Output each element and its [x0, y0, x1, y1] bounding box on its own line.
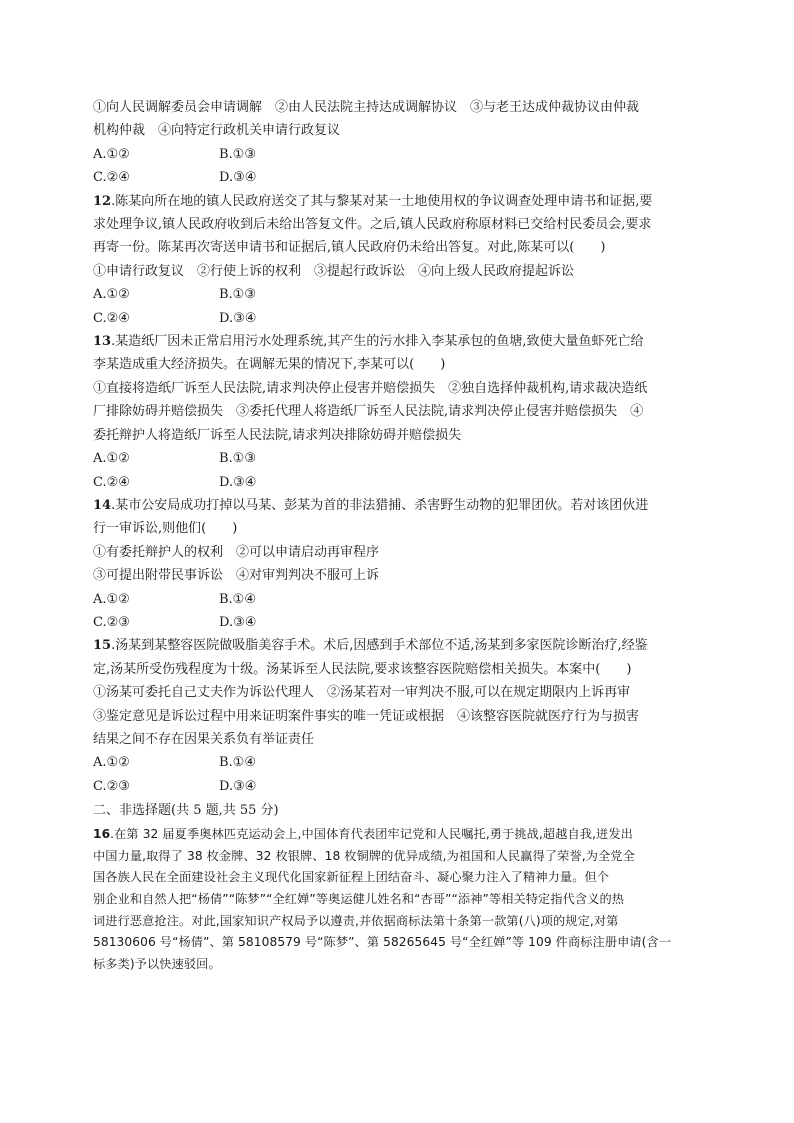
q12-choices-row-2 — [93, 307, 693, 330]
q16-line-5: 词进行恶意抢注。对此,国家知识产权局予以遵责,并依据商标法第十条第一款第(八)项的规定,对第 — [93, 913, 619, 928]
q15-stem-line-1: 15.汤某到某整容医院做吸脂美容手术。术后,因感到手术部位不适,汤某到多家医院诊断治疗,经鉴 — [93, 638, 648, 654]
q15-options-line-1: ①汤某可委托自己丈夫作为诉讼代理人 ②汤某若对一审判决不服,可以在规定期限内上诉再审 — [93, 685, 631, 701]
q11-choice-b: B.①③ — [219, 146, 256, 162]
q12-stem-line-2: 求处理争议,镇人民政府收到后未给出答复文件。之后,镇人民政府称原材料已交给村民委员会,要求 — [93, 217, 652, 233]
q14-choice-b: B.①④ — [219, 591, 256, 607]
q11-options-line-1: ①向人民调解委员会申请调解 ②由人民法院主持达成调解协议 ③与老王达成仲裁协议由仲裁 — [93, 100, 640, 115]
q15-choice-c: C.②③ — [93, 778, 130, 794]
q16-line-7: 标多类)予以快速驳回。 — [93, 956, 221, 971]
q13-choice-a: A.①② — [93, 451, 130, 467]
q11-choice-c: C.②④ — [93, 170, 130, 186]
q12-number: 12 — [93, 193, 112, 209]
q14-choice-a: A.①② — [93, 591, 130, 607]
q15-choice-b: B.①④ — [219, 755, 256, 771]
q13-choices-row-1 — [93, 447, 693, 470]
q11-choice-d: D.③④ — [219, 170, 257, 186]
q15-choices-row-1 — [93, 751, 693, 774]
q16-line-2: 中国力量,取得了 38 枚金牌、32 枚银牌、18 枚铜牌的优异成绩,为祖国和人民赢得了荣誉,为全党全 — [93, 848, 635, 863]
page-content — [93, 96, 693, 975]
q13-options-line-1: ①直接将造纸厂诉至人民法院,请求判决停止侵害并赔偿损失 ②独自选择仲裁机构,请求裁决造纸 — [93, 380, 648, 396]
q15-options-line-3: 结果之间不存在因果关系负有举证责任 — [93, 731, 315, 747]
q13-choice-b: B.①③ — [219, 451, 256, 467]
q14-options-line-1: ①有委托辩护人的权利 ②可以申请启动再审程序 — [93, 544, 380, 560]
q11-choice-a: A.①② — [93, 146, 130, 162]
q14-choice-c: C.②③ — [93, 614, 130, 630]
q12-options-line: ①申请行政复议 ②行使上诉的权利 ③提起行政诉讼 ④向上级人民政府提起诉讼 — [93, 263, 575, 279]
q13-number: 13 — [93, 334, 112, 350]
q11-options-line-2: 机构仲裁 ④向特定行政机关申请行政复议 — [93, 123, 341, 139]
q14-options-line-2: ③可提出附带民事诉讼 ④对审判判决不服可上诉 — [93, 568, 380, 584]
q14-choice-d: D.③④ — [219, 614, 257, 630]
q14-stem-line-1: 14.某市公安局成功打掉以马某、彭某为首的非法猎捕、杀害野生动物的犯罪团伙。若对该团伙进 — [93, 497, 649, 513]
q15-stem-line-2: 定,汤某所受伤残程度为十级。汤某诉至人民法院,要求该整容医院赔偿相关损失。本案中( ) — [93, 661, 632, 677]
q12-choice-b: B.①③ — [219, 287, 256, 303]
q13-stem-line-1: 13.某造纸厂因未正常启用污水处理系统,其产生的污水排入李某承包的鱼塘,致使大量鱼虾死亡给 — [93, 334, 644, 350]
q15-options-line-2: ③鉴定意见是诉讼过程中用来证明案件事实的唯一凭证或根据 ④该整容医院就医疗行为与损害 — [93, 708, 640, 724]
q13-choice-c: C.②④ — [93, 474, 130, 490]
q16-line-1: 16.在第 32 届夏季奥林匹克运动会上,中国体育代表团牢记党和人民嘱托,勇于挑战,超越自我,迸发出 — [93, 827, 633, 842]
q12-choice-c: C.②④ — [93, 310, 130, 326]
q12-choice-d: D.③④ — [219, 310, 257, 326]
q12-choices-row-1 — [93, 283, 693, 306]
q14-choices-row-2 — [93, 611, 693, 634]
q15-choice-d: D.③④ — [219, 778, 257, 794]
q11-choices-row-1 — [93, 143, 693, 166]
q15-choice-a: A.①② — [93, 755, 130, 771]
q12-stem-line-3: 再寄一份。陈某再次寄送申请书和证据后,镇人民政府仍未给出答复。对此,陈某可以( ) — [93, 240, 606, 256]
section-heading: 二、非选择题(共 5 题,共 55 分) — [93, 803, 279, 819]
q16-line-4: 别企业和自然人把“杨倩”“陈梦”“全红婵”等奥运健儿姓名和“杏哥”“添神”等相关特定指代含义的热 — [93, 891, 625, 906]
q11-choices-row-2 — [93, 166, 693, 189]
q14-number: 14 — [93, 497, 112, 513]
q15-number: 15 — [93, 638, 112, 654]
q13-options-line-3: 委托辩护人将造纸厂诉至人民法院,请求判决排除妨碍并赔偿损失 — [93, 427, 462, 443]
q16-block — [93, 824, 693, 975]
q13-options-line-2: 厂排除妨碍并赔偿损失 ③委托代理人将造纸厂诉至人民法院,请求判决停止侵害并赔偿损失 ④ — [93, 404, 644, 420]
q14-choices-row-1 — [93, 588, 693, 611]
q15-choices-row-2 — [93, 775, 693, 798]
q16-number: 16 — [93, 827, 111, 842]
q16-line-3: 国各族人民在全面建设社会主义现代化国家新征程上团结奋斗、凝心聚力注入了精神力量。但个 — [93, 870, 610, 885]
q14-stem-line-2: 行一审诉讼,则他们( ) — [93, 521, 238, 537]
q12-stem-line-1: 12.陈某向所在地的镇人民政府送交了其与黎某对某一土地使用权的争议调查处理申请书和证据,要 — [93, 193, 653, 209]
q13-choices-row-2 — [93, 471, 693, 494]
q12-choice-a: A.①② — [93, 287, 130, 303]
q13-stem-line-2: 李某造成重大经济损失。在调解无果的情况下,李某可以( ) — [93, 357, 446, 373]
q16-line-6: 58130606 号“杨倩”、第 58108579 号“陈梦”、第 58265645 号“全红婵”等 109 件商标注册申请(含一 — [93, 935, 672, 950]
q13-choice-d: D.③④ — [219, 474, 257, 490]
